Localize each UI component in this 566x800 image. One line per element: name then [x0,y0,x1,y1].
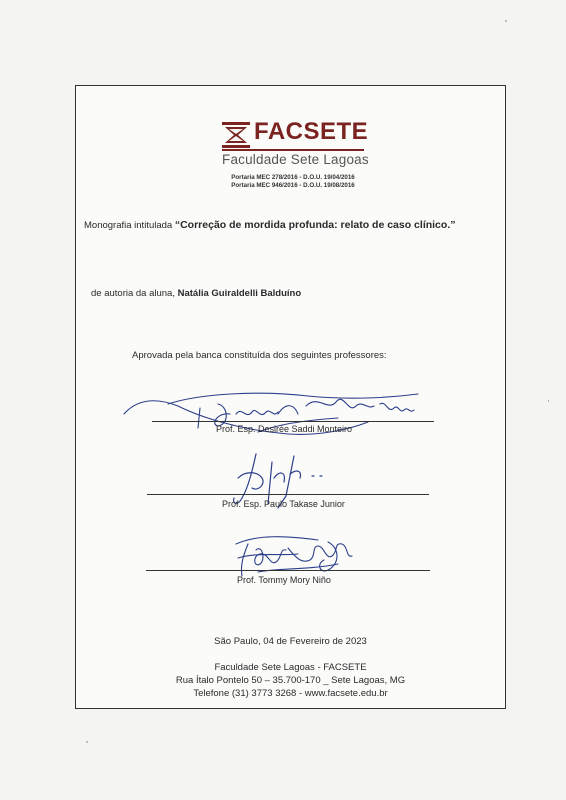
approval-statement: Aprovada pela banca constituída dos seguintes professores: [132,350,387,361]
institution-contact: Telefone (31) 3773 3268 - www.facsete.edu.br [193,688,388,699]
logo-subtitle: Faculdade Sete Lagoas [222,152,369,167]
logo-rule [222,149,364,151]
committee-member-1: Prof. Esp. Desirée Saddi Monteiro [216,424,353,434]
institution-address: Rua Ítalo Pontelo 50 – 35.700-170 _ Sete Lagoas, MG [175,675,406,686]
monograph-prefix: Monografia intitulada [84,220,175,231]
signature-1 [118,384,428,444]
author-line [91,288,301,299]
author-prefix: de autoria da aluna, [91,288,178,299]
facsete-emblem-icon [222,122,250,148]
signature-line-3 [146,570,430,571]
logo-portaria-2: Portaria MEC 946/2016 - D.O.U. 19/08/2016 [231,182,355,189]
facsete-logo [218,114,368,192]
monograph-title-line [84,219,455,231]
signature-line-1 [152,421,434,422]
institution-name: Faculdade Sete Lagoas - FACSETE [214,662,367,673]
committee-member-3: Prof. Tommy Mory Niño [237,575,331,585]
document-date: São Paulo, 04 de Fevereiro de 2023 [214,636,367,647]
author-name: Natália Guiraldelli Balduíno [177,288,302,299]
scan-speck [505,20,507,22]
signature-line-2 [147,494,429,495]
committee-member-2: Prof. Esp. Paulo Takase Junior [222,499,345,509]
monograph-title: “Correção de mordida profunda: relato de caso clínico.” [174,219,456,231]
scan-speck [86,741,88,743]
logo-portaria-1: Portaria MEC 278/2016 - D.O.U. 19/04/2016 [231,174,355,181]
logo-brand: FACSETE [254,118,369,145]
scan-speck [548,400,549,402]
